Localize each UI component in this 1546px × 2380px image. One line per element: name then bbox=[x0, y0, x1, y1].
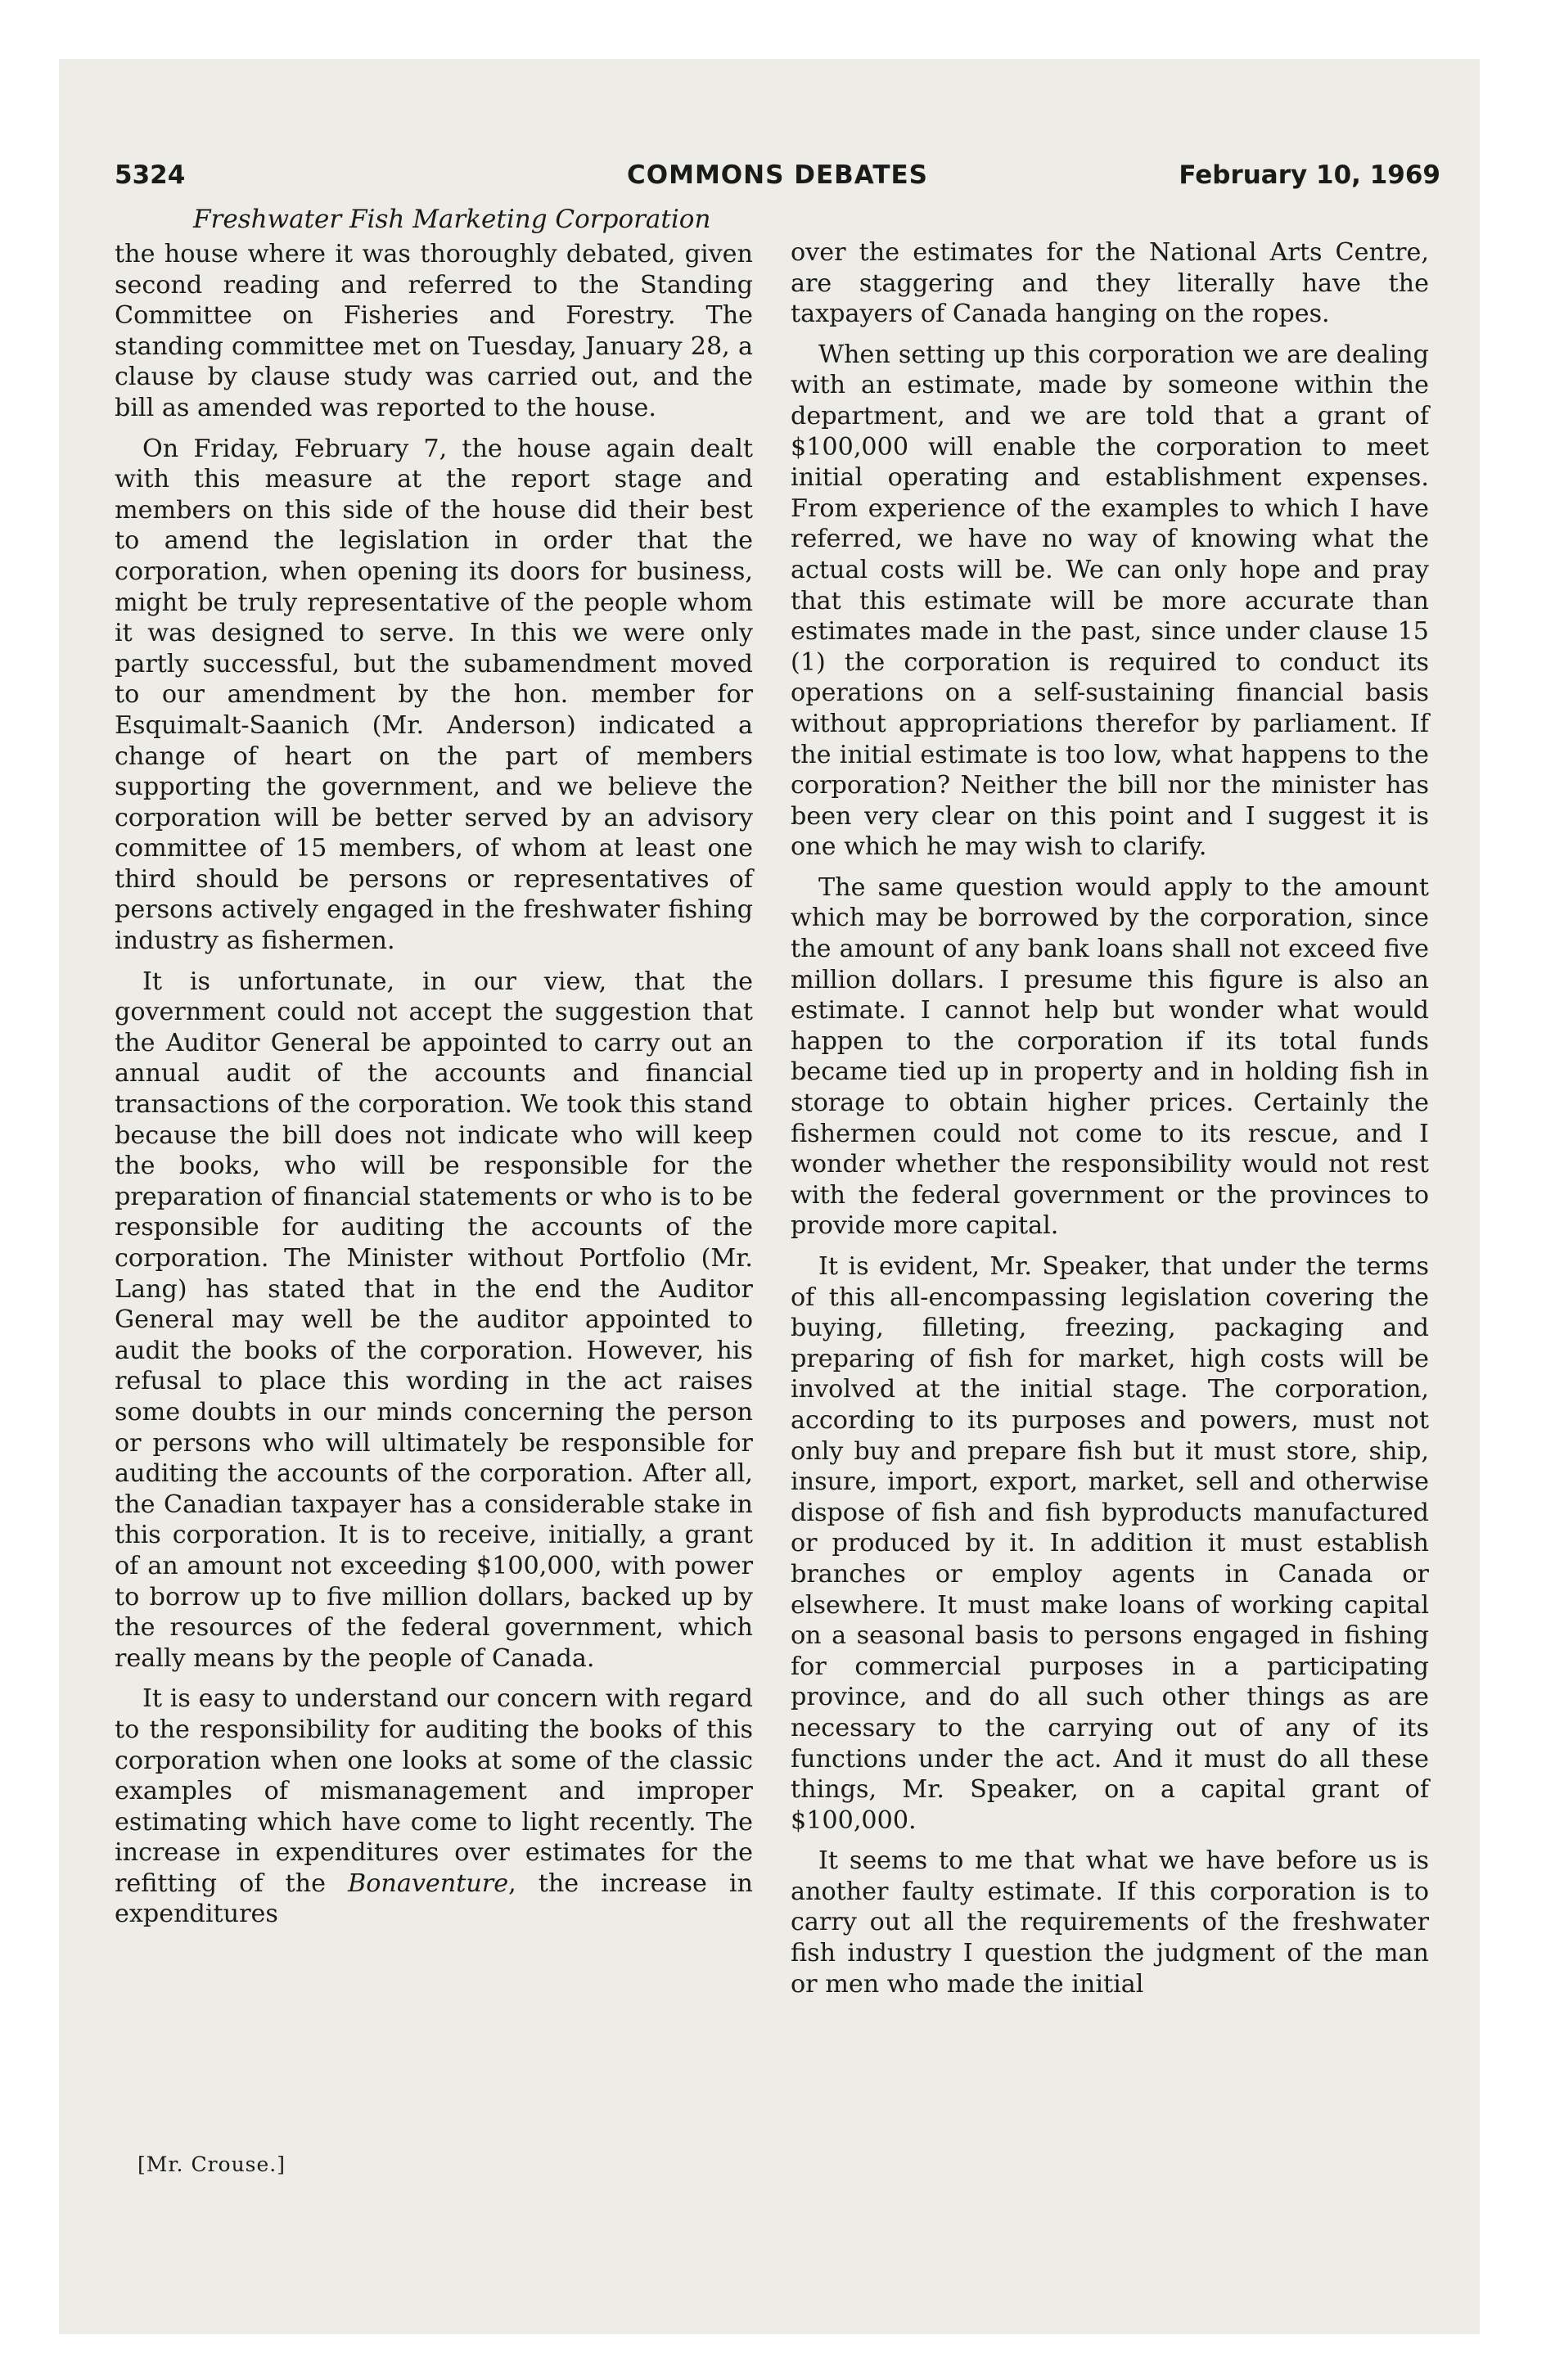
paragraph: over the estimates for the National Arts Centre, are staggering and they literally have the taxpayers of Canada hanging on the ropes. bbox=[791, 238, 1429, 329]
paragraph: On Friday, February 7, the house again dealt with this measure at the report stage and members on this side of the house did their best to amend the legislation in order that the corporation, when opening its doors for business, might be truly representative of the people whom it was designed to serve. In this we were only partly successful, but the subamendment moved to our amendment by the hon. member for Esquimalt-Saanich (Mr. Anderson) indicated a change of heart on the part of members supporting the government, and we believe the corporation will be better served by an advisory committee of 15 members, of whom at least one third should be persons or representatives of persons actively engaged in the freshwater fishing industry as fishermen. bbox=[115, 434, 753, 956]
ship-name: Bonaventure bbox=[348, 1868, 509, 1898]
paragraph: It is evident, Mr. Speaker, that under the terms of this all-encompassing legislation covering the buying, filleting, freezing, packaging and preparing of fish for market, high costs will be involved at the initial stage. The corporation, according to its purposes and powers, must not only buy and prepare fish but it must store, ship, insure, import, export, market, sell and otherwise dispose of fish and fish byproducts manufactured or produced by it. In addition it must establish branches or employ agents in Canada or elsewhere. It must make loans of working capital on a seasonal basis to persons engaged in fishing for commercial purposes in a participating province, and do all such other things as are necessary to the carrying out of any of its functions under the act. And it must do all these things, Mr. Speaker, on a capital grant of $100,000. bbox=[791, 1252, 1429, 1835]
subject-heading: Freshwater Fish Marketing Corporation bbox=[193, 205, 711, 234]
page-number: 5324 bbox=[115, 160, 186, 190]
paragraph: the house where it was thoroughly debated, given second reading and referred to the Standing Committee on Fisheries and Forestry. The standing committee met on Tuesday, January 28, a clause by clause study was carried out, and the bill as amended was reported to the house. bbox=[115, 240, 753, 422]
paragraph: It is easy to understand our concern with regard to the responsibility for auditing the books of this corporation when one looks at some of the classic examples of mismanagement and improper estimating which have come to light recently. The increase in expenditures over estimates for the refitting of the Bonaventure, the increase in expenditures bbox=[115, 1684, 754, 1929]
paragraph: It seems to me that what we have before us is another faulty estimate. If this corporation is to carry out all the requirements of the freshwater fish industry I question the judgment of the man or men who made the initial bbox=[791, 1846, 1429, 1999]
publication-title: COMMONS DEBATES bbox=[627, 160, 928, 190]
page-header bbox=[115, 160, 1440, 210]
paragraph: When setting up this corporation we are dealing with an estimate, made by someone within the department, and we are told that a grant of $100,000 will enable the corporation to meet initial operating and establishment expenses. From experience of the examples to which I have referred, we have no way of knowing what the actual costs will be. We can only hope and pray that this estimate will be more accurate than estimates made in the past, since under clause 15 (1) the corporation is required to conduct its operations on a self-sustaining financial basis without appropriations therefor by parliament. If the initial estimate is too low, what happens to the corporation? Neither the bill nor the minister has been very clear on this point and I suggest it is one which he may wish to clarify. bbox=[791, 340, 1429, 862]
paragraph: The same question would apply to the amount which may be borrowed by the corporation, since the amount of any bank loans shall not exceed five million dollars. I presume this figure is also an estimate. I cannot help but wonder what would happen to the corporation if its total funds became tied up in property and in holding fish in storage to obtain higher prices. Certainly the fishermen could not come to its rescue, and I wonder whether the responsibility would not rest with the federal government or the provinces to provide more capital. bbox=[791, 872, 1429, 1241]
right-column bbox=[791, 237, 1429, 2009]
debate-date: February 10, 1969 bbox=[1179, 160, 1440, 190]
speaker-attribution: [Mr. Crouse.] bbox=[137, 2152, 286, 2176]
paragraph: It is unfortunate, in our view, that the government could not accept the suggestion that the Auditor General be appointed to carry out an annual audit of the accounts and financial transactions of the corporation. We took this stand because the bill does not indicate who will keep the books, who will be responsible for the preparation of financial statements or who is to be responsible for auditing the accounts of the corporation. The Minister without Portfolio (Mr. Lang) has stated that in the end the Auditor General may well be the auditor appointed to audit the books of the corporation. However, his refusal to place this wording in the act raises some doubts in our minds concerning the person or persons who will ultimately be responsible for auditing the accounts of the corporation. After all, the Canadian taxpayer has a considerable stake in this corporation. It is to receive, initially, a grant of an amount not exceeding $100,000, with power to borrow up to five million dollars, backed up by the resources of the federal government, which really means by the people of Canada. bbox=[115, 967, 753, 1673]
left-column bbox=[115, 239, 753, 1940]
